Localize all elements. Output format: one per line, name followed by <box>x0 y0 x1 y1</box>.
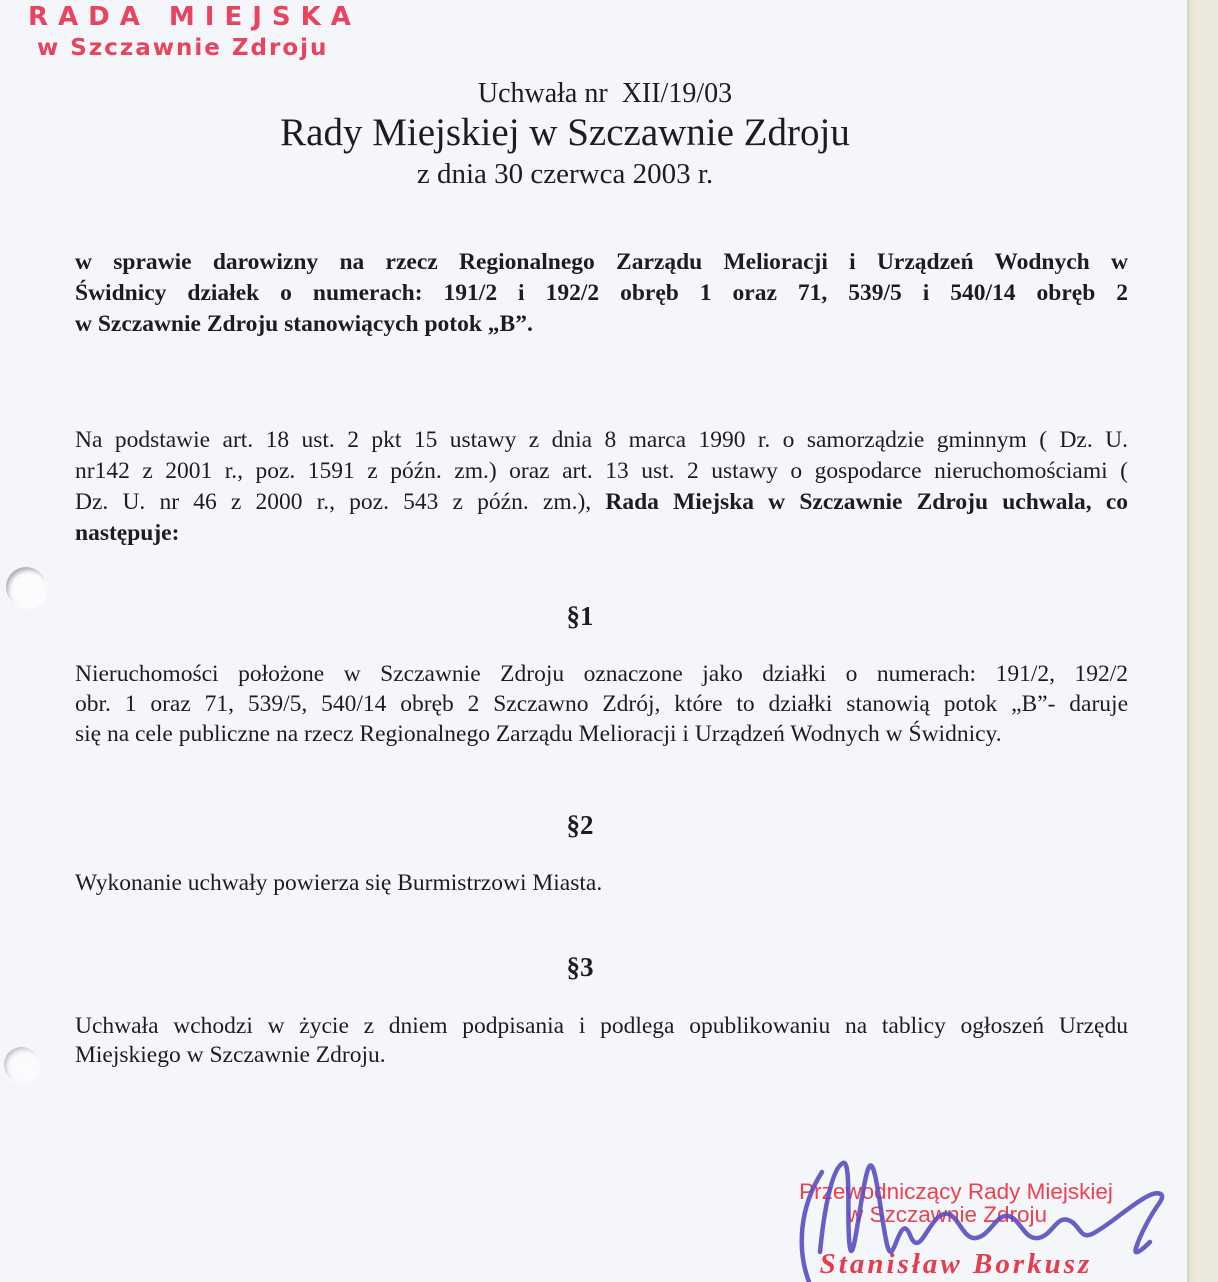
legal-line-bold: następuje: <box>75 520 180 546</box>
chairman-name-stamp: Stanisław Borkusz <box>819 1248 1093 1280</box>
section-1-line: się na cele publiczne na rzecz Regionalnego Zarządu Melioracji i Urządzeń Wodnych w Świdnicy. <box>75 721 1002 747</box>
hole-punch-bottom <box>4 1047 39 1082</box>
legal-line: nr142 z 2001 r., poz. 1591 z późn. zm.) oraz art. 13 ust. 2 ustawy o gospodarce nieruchomościami ( <box>75 458 1128 484</box>
legal-line-regular: Dz. U. nr 46 z 2000 r., poz. 543 z późn. zm.), <box>75 489 606 515</box>
subject-paragraph <box>75 247 1128 340</box>
section-3-paragraph <box>75 1012 1128 1070</box>
section-2-paragraph <box>75 868 1128 899</box>
section-1-line: obr. 1 oraz 71, 539/5, 540/14 obręb 2 Szczawno Zdrój, które to działki stanowią potok „B”- daruje <box>75 691 1128 717</box>
section-1-mark: §1 <box>566 601 594 631</box>
legal-line <box>75 518 1128 549</box>
hole-punch-top <box>6 567 46 607</box>
subject-line: w sprawie darowizny na rzecz Regionalnego Zarządu Melioracji i Urządzeń Wodnych w <box>75 249 1128 275</box>
legal-line <box>75 487 1128 518</box>
section-2-mark: §2 <box>566 810 594 840</box>
section-1-paragraph <box>75 659 1128 749</box>
scanner-edge-band <box>1187 0 1218 1282</box>
section-2-line: Wykonanie uchwały powierza się Burmistrzowi Miasta. <box>75 870 603 896</box>
legal-line: Na podstawie art. 18 ust. 2 pkt 15 ustawy z dnia 8 marca 1990 r. o samorządzie gminnym ( Dz. U. <box>75 427 1128 453</box>
chairman-stamp-line-1: Przewodniczący Rady Miejskiej <box>799 1179 1113 1204</box>
section-3-mark: §3 <box>566 952 594 982</box>
section-3-line: Uchwała wchodzi w życie z dniem podpisania i podlega opublikowaniu na tablicy ogłoszeń Urzędu <box>75 1013 1128 1039</box>
chairman-stamp-line-2: w Szczawnie Zdroju <box>846 1202 1048 1227</box>
section-1-line: Nieruchomości położone w Szczawnie Zdroju oznaczone jako działki o numerach: 191/2, 192/2 <box>75 661 1128 687</box>
legal-line-bold: Rada Miejska w Szczawnie Zdroju uchwala, co <box>605 489 1128 515</box>
issuing-body-title: Rady Miejskiej w Szczawnie Zdroju <box>280 111 850 154</box>
handwritten-signature-ink <box>770 1140 1218 1282</box>
subject-line: Świdnicy działek o numerach: 191/2 i 192/2 obręb 1 oraz 71, 539/5 i 540/14 obręb 2 <box>75 280 1128 306</box>
legal-basis-paragraph <box>75 425 1128 549</box>
resolution-number: Uchwała nr XII/19/03 <box>477 78 733 109</box>
council-ink-stamp <box>28 2 361 61</box>
resolution-date: z dnia 30 czerwca 2003 r. <box>416 158 714 190</box>
stamp-line-2: w Szczawnie Zdroju <box>37 35 329 61</box>
stamp-line-1: RADA MIEJSKA <box>28 2 361 32</box>
subject-line: w Szczawnie Zdroju stanowiących potok „B”. <box>75 311 533 337</box>
section-3-line: Miejskiego w Szczawnie Zdroju. <box>75 1042 386 1068</box>
